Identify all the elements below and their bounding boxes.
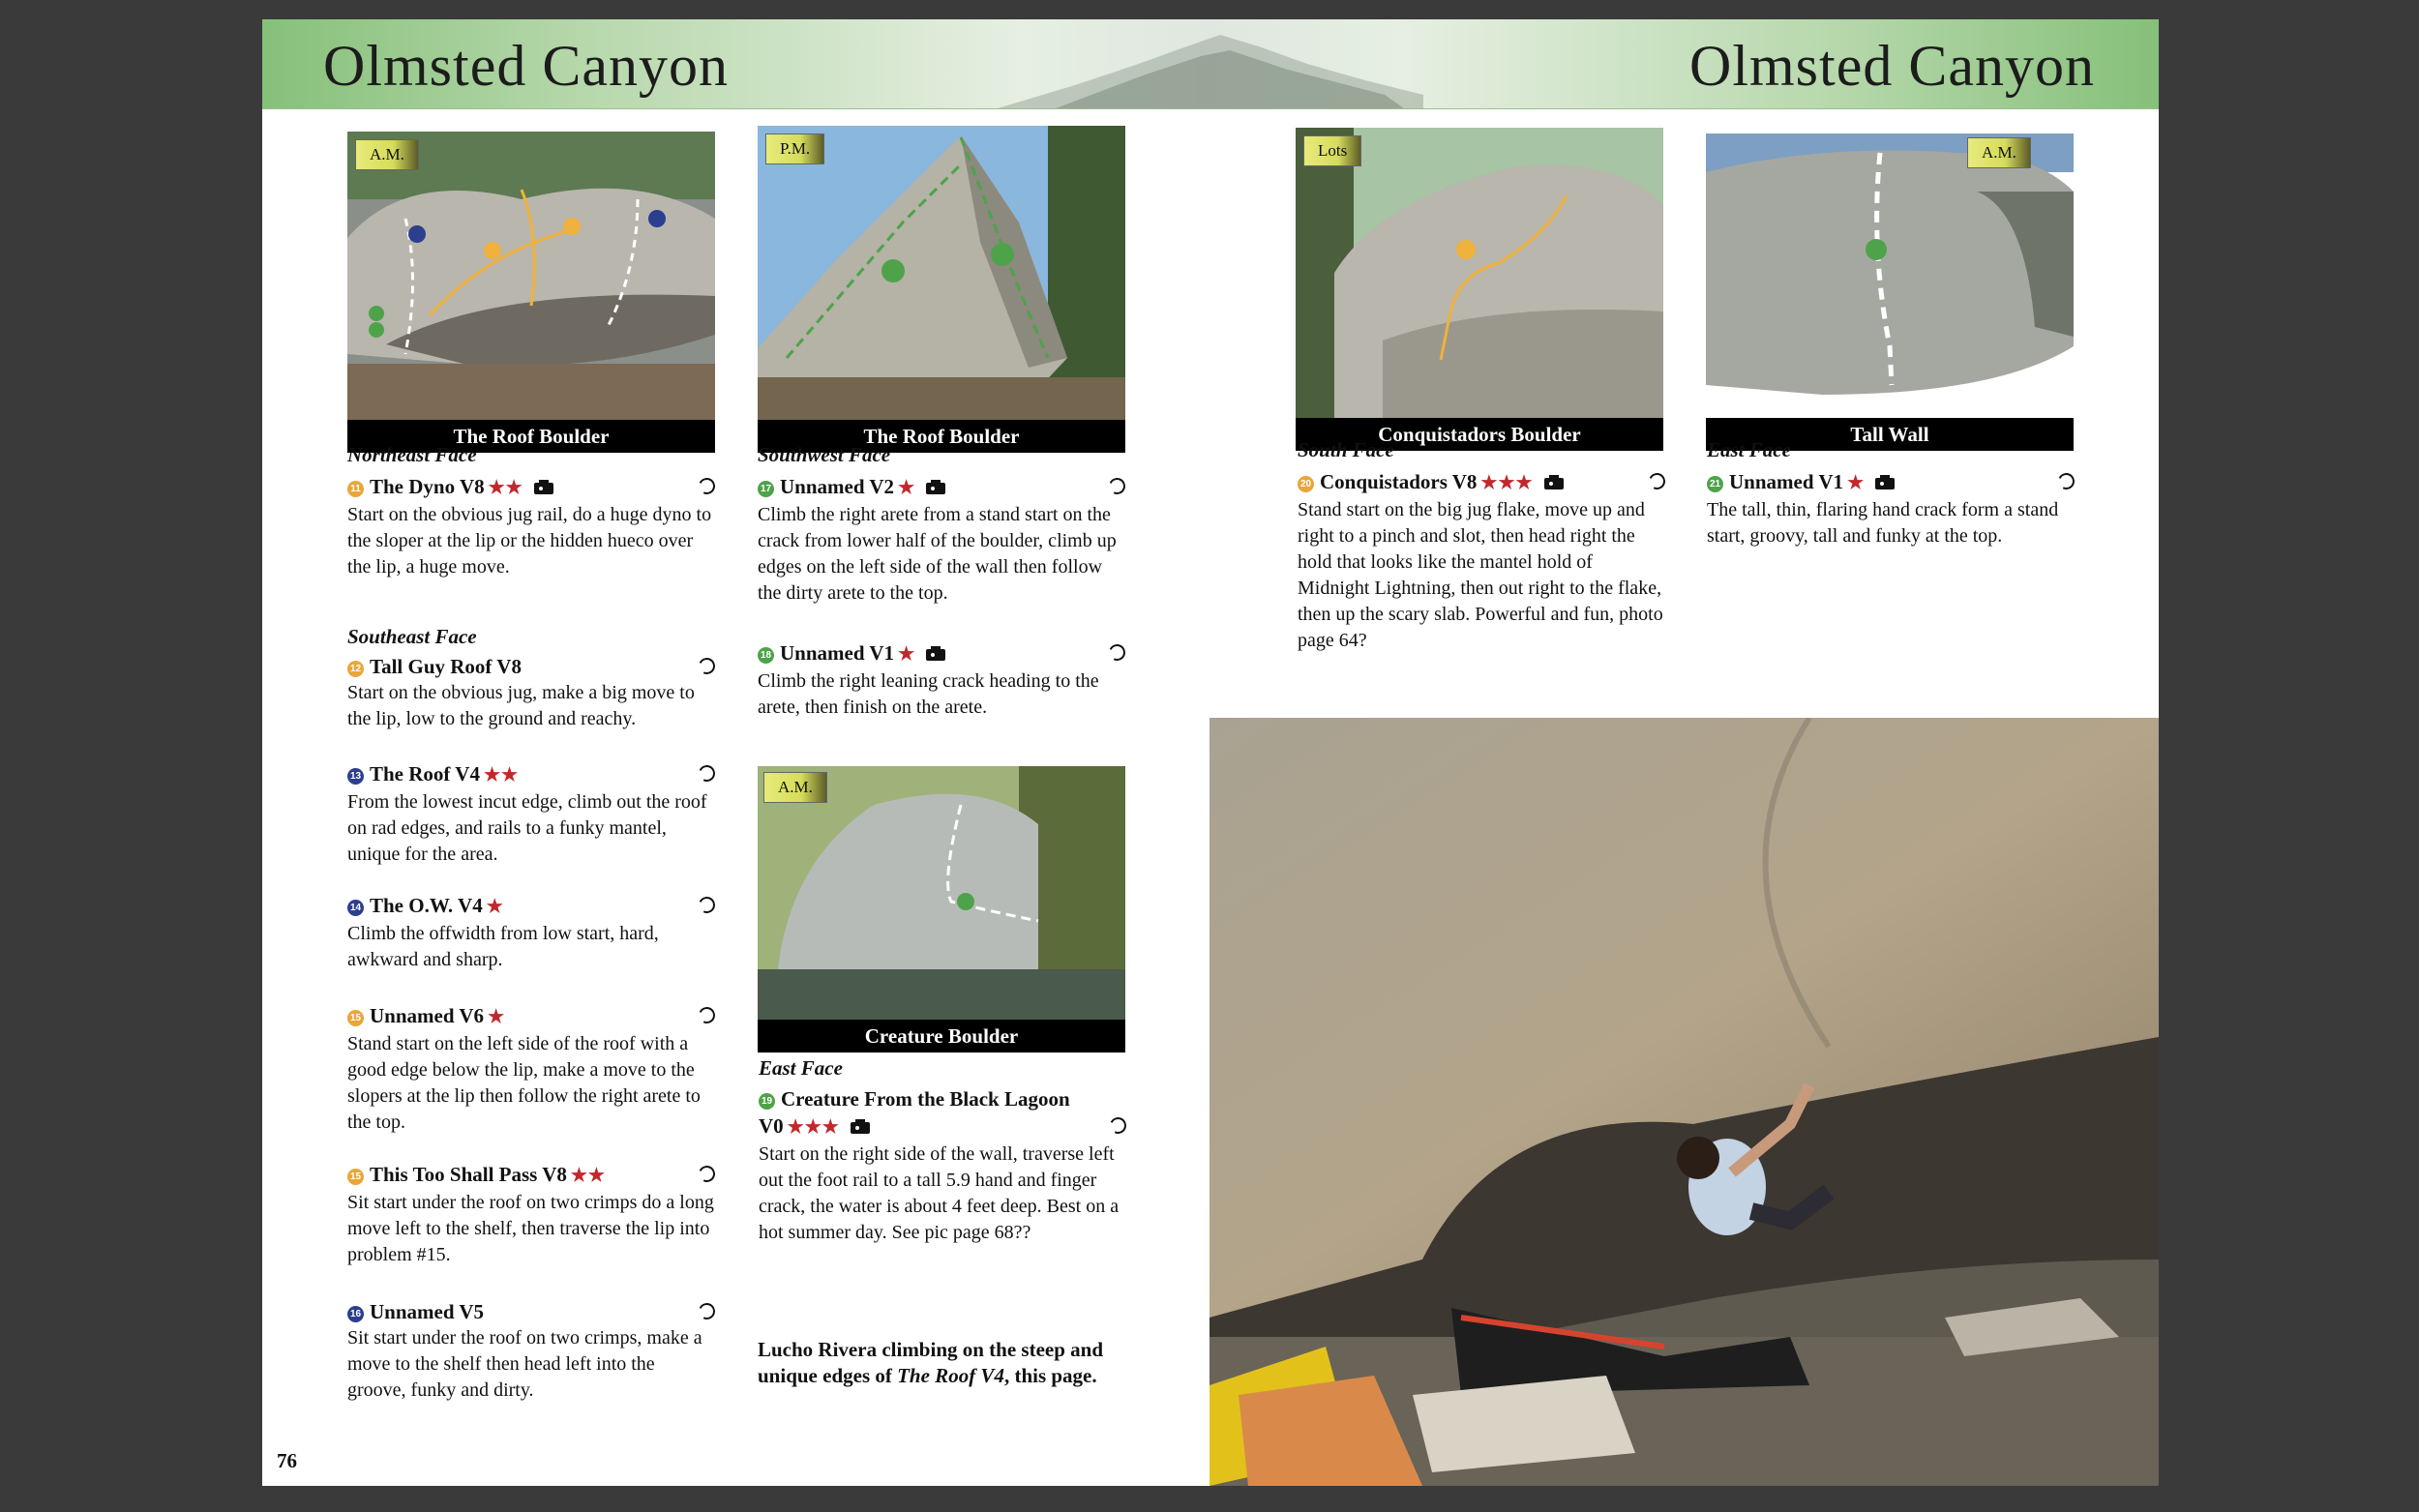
problem-number-badge: 21 xyxy=(1707,476,1723,492)
problem-number-badge: 17 xyxy=(758,481,774,497)
star-rating: ★★ xyxy=(570,1166,606,1186)
face-heading: Northeast Face xyxy=(347,443,477,466)
roof-boulder-am-photo-card xyxy=(347,132,715,453)
face-heading: East Face xyxy=(1707,438,1791,461)
problem-number-badge: 18 xyxy=(758,647,774,664)
header-banner xyxy=(262,19,2159,109)
problem-grade: V0 xyxy=(759,1114,784,1138)
problem-title: The O.W. V4 xyxy=(370,894,483,917)
problem-entry xyxy=(758,473,1125,607)
problem-description: From the lowest incut edge, climb out the roof on rad edges, and rails to a funky mantel, unique for the area. xyxy=(347,791,707,865)
problem-entry xyxy=(347,1298,715,1404)
caption-line: Lucho Rivera climbing on the steep and xyxy=(758,1338,1104,1361)
problem-title: Conquistadors V8 xyxy=(1320,470,1478,493)
page-number: 76 xyxy=(277,1449,297,1472)
creature-boulder-photo-card xyxy=(758,766,1125,1052)
page-title-left: Olmsted Canyon xyxy=(323,34,729,98)
caption-emphasis: The Roof V4 xyxy=(897,1364,1004,1387)
problem-description: Sit start under the roof on two crimps do a long move left to the shelf, then traverse the lip into problem #15. xyxy=(347,1192,714,1265)
face-heading: Southeast Face xyxy=(347,625,477,648)
mountain-banner-image xyxy=(998,27,1423,108)
problem-description: Climb the right leaning crack heading to the arete, then finish on the arete. xyxy=(758,670,1099,718)
time-of-day-tag: Lots xyxy=(1303,135,1361,166)
problem-description: The tall, thin, flaring hand crack form a stand start, groovy, tall and funky at the top. xyxy=(1707,499,2059,547)
tall-wall-photo xyxy=(1706,133,2074,418)
problem-number-badge: 15 xyxy=(347,1169,364,1185)
problem-number-badge: 11 xyxy=(347,481,364,497)
face-heading: Southwest Face xyxy=(758,443,891,466)
climber-feature-photo xyxy=(1210,718,2159,1486)
star-rating: ★★★ xyxy=(1480,473,1534,493)
star-rating: ★★ xyxy=(488,478,523,498)
star-rating: ★ xyxy=(898,478,916,498)
book-spread xyxy=(262,19,2159,1486)
creature-boulder-photo xyxy=(758,766,1125,1023)
problem-entry xyxy=(347,1002,715,1136)
problem-title: The Dyno V8 xyxy=(370,475,485,498)
problem-description: Start on the right side of the wall, traverse left out the foot rail to a tall 5.9 hand and finger crack, the water is about 4 feet deep. Best on a hot summer day. See pic page 68?? xyxy=(759,1143,1120,1243)
caption-text: unique edges of xyxy=(758,1364,898,1387)
problem-entry xyxy=(347,892,715,973)
problem-title: The Roof V4 xyxy=(370,762,480,786)
problem-title: Unnamed V5 xyxy=(370,1300,485,1323)
problem-description: Start on the obvious jug rail, do a huge dyno to the sloper at the lip or the hidden hueco over the lip, a huge move. xyxy=(347,504,712,578)
problem-description: Stand start on the big jug flake, move up and right to a pinch and slot, then head right the hold that looks like the mantel hold of Midnight Lightning, then out right to the flake, then up the scary slab. Powerful and fun, photo page 64? xyxy=(1298,499,1663,651)
face-heading: East Face xyxy=(759,1056,843,1080)
face-heading: South Face xyxy=(1298,438,1394,461)
tall-wall-photo-card xyxy=(1706,133,2074,451)
roof-boulder-am-photo xyxy=(347,132,715,420)
problem-title: Unnamed V6 xyxy=(370,1004,485,1027)
photo-caption: Conquistadors Boulder xyxy=(1296,418,1663,451)
crash-pad-icon xyxy=(925,646,946,662)
conquistadors-boulder-photo-card xyxy=(1296,128,1663,451)
problem-entry xyxy=(347,760,715,868)
problem-description: Sit start under the roof on two crimps, make a move to the shelf then head left into the groove, funky and dirty. xyxy=(347,1327,702,1401)
crash-pad-icon xyxy=(533,480,554,495)
time-of-day-tag: A.M. xyxy=(763,772,827,803)
problem-description: Climb the offwidth from low start, hard, awkward and sharp. xyxy=(347,923,659,970)
problem-title: Unnamed V2 xyxy=(780,475,895,498)
problem-entry xyxy=(347,473,715,580)
star-rating: ★★ xyxy=(483,765,520,786)
problem-title: Unnamed V1 xyxy=(780,641,895,665)
page-title-right: Olmsted Canyon xyxy=(1689,34,2095,98)
star-rating: ★★★ xyxy=(787,1117,840,1138)
problem-description: Stand start on the left side of the roof with a good edge below the lip, make a move to the slopers at the lip then follow the right arete to the top. xyxy=(347,1033,701,1133)
problem-entry xyxy=(347,653,715,732)
problem-entry xyxy=(1298,468,1665,654)
time-of-day-tag: A.M. xyxy=(1967,137,2031,168)
star-rating: ★ xyxy=(488,1007,506,1027)
problem-number-badge: 12 xyxy=(347,661,364,677)
problem-title: Creature From the Black Lagoon xyxy=(781,1087,1070,1111)
problem-number-badge: 15 xyxy=(347,1010,364,1026)
problem-number-badge: 16 xyxy=(347,1306,364,1322)
problem-title: Unnamed V1 xyxy=(1729,470,1844,493)
problem-number-badge: 14 xyxy=(347,900,364,916)
problem-description: Start on the obvious jug, make a big move to the lip, low to the ground and reachy. xyxy=(347,682,695,729)
photo-credit-caption xyxy=(758,1337,1145,1389)
problem-title: Tall Guy Roof V8 xyxy=(370,655,522,678)
caption-line xyxy=(758,1363,1145,1389)
problem-number-badge: 19 xyxy=(759,1093,775,1110)
problem-entry xyxy=(758,639,1125,721)
roof-boulder-pm-photo-card xyxy=(758,126,1125,453)
conquistadors-boulder-photo xyxy=(1296,128,1663,418)
problem-number-badge: 13 xyxy=(347,768,364,785)
star-rating: ★ xyxy=(898,644,916,665)
climber-photo-image xyxy=(1210,718,2159,1486)
crash-pad-icon xyxy=(1874,475,1896,490)
crash-pad-icon xyxy=(850,1119,871,1135)
problem-description: Climb the right arete from a stand start on the crack from lower half of the boulder, climb up edges on the left side of the wall then follow the dirty arete to the top. xyxy=(758,504,1117,604)
caption-text: , this page. xyxy=(1003,1364,1097,1387)
star-rating: ★ xyxy=(1847,473,1866,493)
time-of-day-tag: P.M. xyxy=(765,133,824,164)
crash-pad-icon xyxy=(925,480,946,495)
time-of-day-tag: A.M. xyxy=(355,139,419,170)
photo-caption: The Roof Boulder xyxy=(347,420,715,453)
photo-caption: The Roof Boulder xyxy=(758,420,1125,453)
problem-entry xyxy=(347,1161,715,1268)
star-rating: ★ xyxy=(486,897,504,917)
problem-entry xyxy=(759,1085,1126,1246)
problem-title: This Too Shall Pass V8 xyxy=(370,1163,567,1186)
problem-number-badge: 20 xyxy=(1298,476,1314,492)
crash-pad-icon xyxy=(1543,475,1565,490)
photo-caption: Tall Wall xyxy=(1706,418,2074,451)
problem-entry xyxy=(1707,468,2075,549)
roof-boulder-pm-photo xyxy=(758,126,1125,420)
photo-caption: Creature Boulder xyxy=(758,1020,1125,1052)
